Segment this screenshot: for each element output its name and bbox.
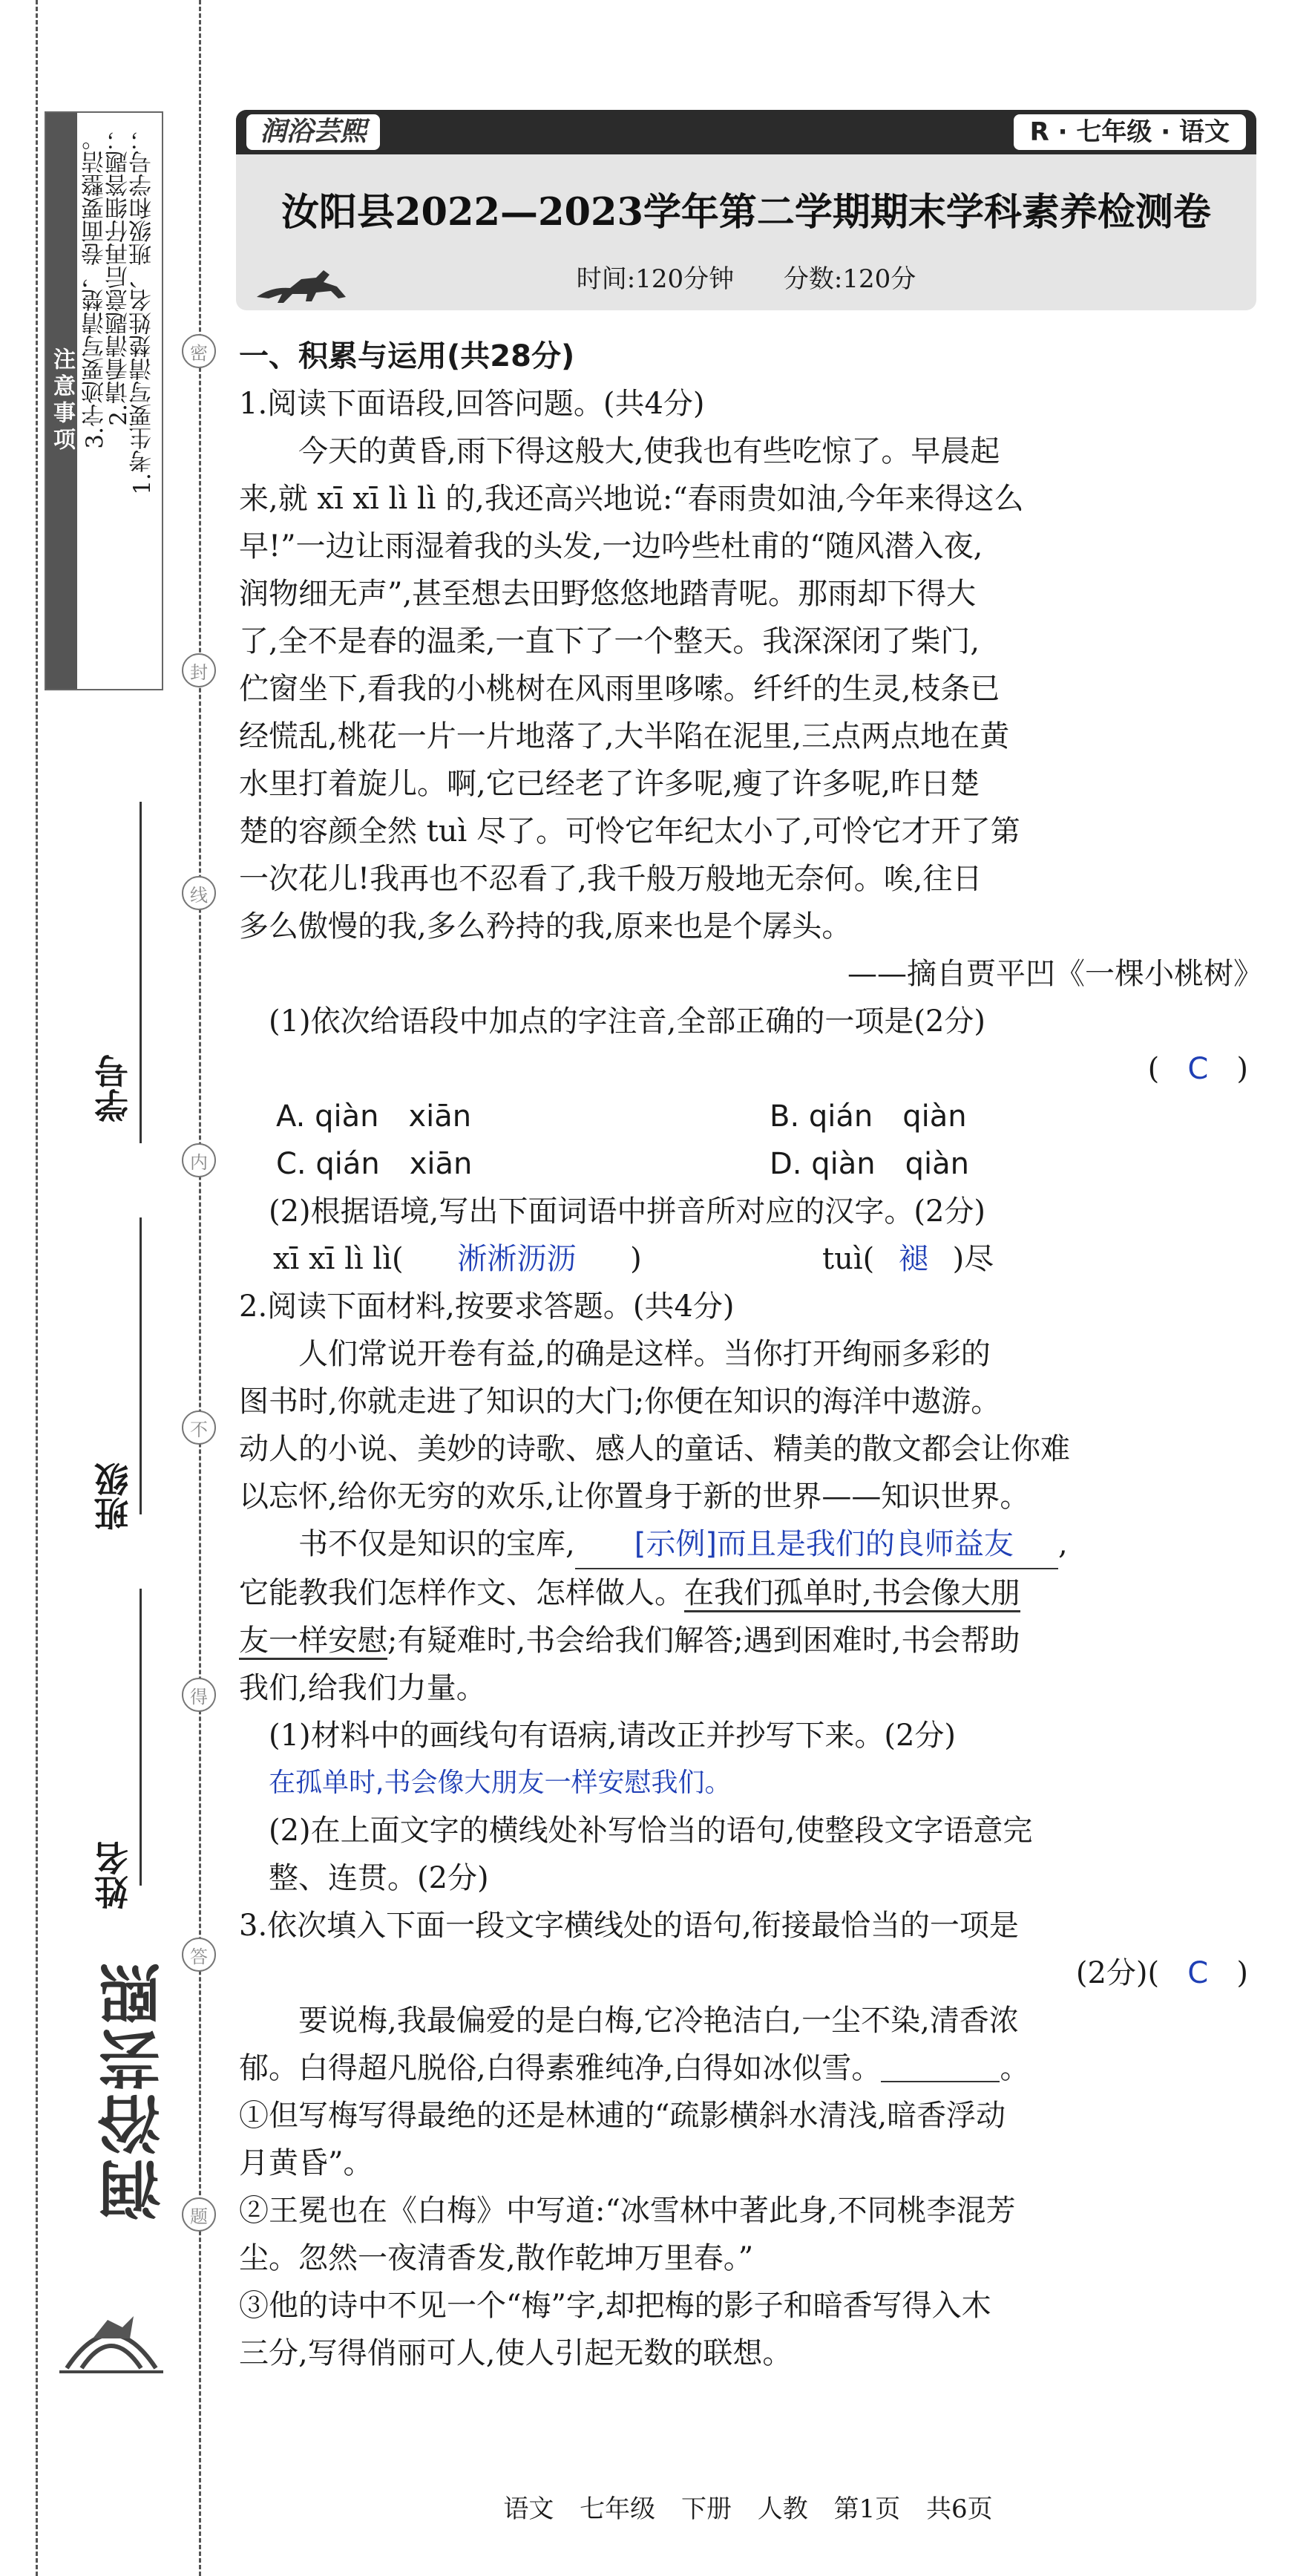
footer-grade: 七年级 <box>580 2494 656 2524</box>
passage-line: 今天的黄昏,雨下得这般大,使我也有些吃惊了。早晨起 <box>298 434 1000 468</box>
name-line <box>140 1589 142 1886</box>
fill-in-answer: [示例]而且是我们的良师益友 <box>575 1520 1058 1569</box>
passage-line: 以忘怀,给你无穷的欢乐,让你置身于新的世界——知识世界。 <box>239 1480 1030 1514</box>
seal-char: 封 <box>182 653 216 687</box>
edition-label: R · 七年级 · 语文 <box>1014 114 1246 150</box>
notes-box <box>45 111 163 690</box>
pinyin-answer-1: 淅淅沥沥 <box>457 1242 577 1276</box>
passage-text: 。 <box>1000 2051 1030 2085</box>
class-line <box>140 1217 142 1514</box>
item-line: ②王冕也在《白梅》中写道:“冰雪林中著此身,不同桃李混芳 <box>239 2194 1016 2228</box>
question-1-sub1: (1)依次给语段中加点的字注音,全部正确的一项是(2分) <box>269 1004 986 1039</box>
passage-line: 一次花儿!我再也不忍看了,我千般万般地无奈何。唉,往日 <box>239 862 983 896</box>
passage-line: 经慌乱,桃花一片一片地落了,大半陷在泥里,三点两点地在黄 <box>239 719 1010 753</box>
pinyin-close-1: ) <box>630 1242 642 1276</box>
passage-line: 伫窗坐下,看我的小桃树在风雨里哆嗦。纤纤的生灵,枝条已 <box>239 672 1000 706</box>
note-line-2: 2.请看清题意后再仔细答题； <box>105 128 132 426</box>
passage-line-underlined <box>239 1569 1263 1617</box>
footer-total: 共6页 <box>926 2494 993 2524</box>
options-row-2 <box>239 1140 1263 1188</box>
passage-text: 书不仅是知识的宝库, <box>298 1527 575 1561</box>
passage-line-blank <box>239 2044 1263 2092</box>
question-2-sub1: (1)材料中的画线句有语病,请改正并抄写下来。(2分) <box>269 1719 957 1753</box>
brand-vertical: 润浴芸熙 <box>98 1960 171 2221</box>
page-footer <box>236 2488 1260 2525</box>
note-line-1: 1.考生要写清楚姓名、班级和学号； <box>129 128 156 495</box>
question-3-score: (2分)( <box>1075 1956 1160 1990</box>
seal-char: 答 <box>182 1938 216 1972</box>
question-2-head: 2.阅读下面材料,按要求答题。(共4分) <box>239 1289 735 1324</box>
note-line-3: 3.字迹要写清楚，卷面要整洁。 <box>82 128 108 449</box>
pinyin-item-2 <box>822 1235 994 1283</box>
passage-line: 来,就 xī xī lì lì 的,我还高兴地说:“春雨贵如油,今年来得这么 <box>239 482 1024 516</box>
question-2-sub2: (2)在上面文字的横线处补写恰当的语句,使整段文字语意完 <box>269 1814 1033 1848</box>
pinyin-answer-2: 褪 <box>898 1242 928 1276</box>
footer-subject: 语文 <box>503 2494 554 2524</box>
question-1-passage <box>239 428 1263 950</box>
passage-line: 动人的小说、美妙的诗歌、感人的童话、精美的散文都会让你难 <box>239 1432 1070 1466</box>
student-id-line <box>140 802 142 1143</box>
question-1-head: 1.阅读下面语段,回答问题。(共4分) <box>239 387 705 421</box>
pinyin-label-2: tuì( <box>822 1242 875 1276</box>
section-title: 一、积累与运用(共28分) <box>239 339 575 373</box>
item-line: 尘。忽然一夜清香发,散作乾坤万里春。” <box>239 2241 754 2275</box>
passage-text: 它能教我们怎样作文、怎样做人。 <box>239 1576 684 1610</box>
option-a: A. qiàn xiān <box>276 1099 472 1134</box>
question-3-passage <box>239 1997 1263 2377</box>
seal-char: 得 <box>182 1678 216 1712</box>
passage-line: 我们,给我们力量。 <box>239 1671 486 1705</box>
exam-content <box>239 333 1263 2377</box>
question-2-sub2-cont: 整、连贯。(2分) <box>269 1861 489 1895</box>
options-row-1 <box>239 1093 1263 1140</box>
binding-strip <box>0 0 223 2576</box>
passage-text: 郁。白得超凡脱俗,白得素雅纯净,白得如冰似雪。 <box>239 2051 882 2085</box>
answer-choice: C <box>1187 1956 1209 1990</box>
pinyin-item-1 <box>273 1235 822 1283</box>
footer-publisher: 人教 <box>757 2494 808 2524</box>
answer-choice: C <box>1187 1052 1209 1086</box>
seal-char: 题 <box>182 2197 216 2232</box>
seal-char: 内 <box>182 1143 216 1177</box>
item-line: ③他的诗中不见一个“梅”字,却把梅的影子和暗香写得入木 <box>239 2289 991 2323</box>
question-2-sub1-answer: 在孤单时,书会像大朋友一样安慰我们。 <box>269 1768 732 1798</box>
passage-line-blank <box>239 1520 1263 1569</box>
pinyin-answer-row <box>239 1235 1263 1283</box>
question-1-sub2: (2)根据语境,写出下面词语中拼音所对应的汉字。(2分) <box>269 1194 986 1229</box>
item-line: 月黄昏”。 <box>239 2146 373 2180</box>
brand-logo-icon <box>52 2286 171 2383</box>
pinyin-close-2: )尽 <box>952 1242 994 1276</box>
item-line: ①但写梅写得最绝的还是林逋的“疏影横斜水清浅,暗香浮动 <box>239 2099 1006 2133</box>
question-3-head: 3.依次填入下面一段文字横线处的语句,衔接最恰当的一项是 <box>239 1909 1019 1943</box>
passage-source: ——摘自贾平凹《一棵小桃树》 <box>847 957 1263 991</box>
item-line: 三分,写得俏丽可人,使人引起无数的联想。 <box>239 2336 793 2370</box>
binding-dashed-line-inner <box>199 0 201 2576</box>
passage-line: 人们常说开卷有益,的确是这样。当你打开绚丽多彩的 <box>298 1337 991 1371</box>
seal-char: 线 <box>182 876 216 910</box>
name-label: 姓名 <box>94 1841 134 1909</box>
passage-line: 润物细无声”,甚至想去田野悠悠地踏青呢。那雨却下得大 <box>239 577 977 611</box>
exam-info <box>236 258 1256 295</box>
passage-text: , <box>1057 1527 1068 1561</box>
seal-char: 不 <box>182 1410 216 1445</box>
question-2-passage <box>239 1330 1263 1712</box>
exam-header <box>236 110 1256 310</box>
pinyin-label-1: xī xī lì lì( <box>273 1242 404 1276</box>
option-b: B. qián qiàn <box>770 1099 967 1134</box>
passage-line: 多么傲慢的我,多么矜持的我,原来也是个孱头。 <box>239 909 852 944</box>
footer-page: 第1页 <box>833 2494 901 2524</box>
underlined-sentence: 友一样安慰 <box>239 1624 387 1660</box>
footer-volume: 下册 <box>680 2494 732 2524</box>
question-3-answer-box <box>239 1949 1263 1997</box>
question-1-sub1-answer-box: ( C ) <box>1147 1052 1248 1086</box>
student-id-label: 学号 <box>94 1054 134 1122</box>
option-d: D. qiàn qiàn <box>770 1147 969 1181</box>
passage-line: 了,全不是春的温柔,一直下了一个整天。我深深闭了柴门, <box>239 624 980 658</box>
passage-line: 要说梅,我最偏爱的是白梅,它冷艳洁白,一尘不染,清香浓 <box>298 2004 1019 2038</box>
passage-text: ;有疑难时,书会给我们解答;遇到困难时,书会帮助 <box>387 1624 1020 1658</box>
binding-dashed-line-outer <box>36 0 38 2576</box>
passage-line-underlined <box>239 1617 1263 1664</box>
passage-line: 楚的容颜全然 tuì 尽了。可怜它年纪太小了,可怜它才开了第 <box>239 814 1020 849</box>
option-c: C. qián xiān <box>276 1147 473 1181</box>
seal-char: 密 <box>182 334 216 368</box>
underlined-sentence: 在我们孤单时,书会像大朋 <box>684 1576 1020 1612</box>
passage-line: 水里打着旋儿。啊,它已经老了许多呢,瘦了许多呢,昨日楚 <box>239 767 980 801</box>
question-3-close: ) <box>1236 1956 1248 1990</box>
exam-score: 分数:120分 <box>783 264 916 294</box>
class-label: 班级 <box>94 1462 134 1531</box>
passage-line: 图书时,你就走进了知识的大门;你便在知识的海洋中遨游。 <box>239 1385 1001 1419</box>
exam-time: 时间:120分钟 <box>576 264 735 294</box>
notes-label: 注意事项 <box>46 113 77 689</box>
exam-title: 汝阳县2022—2023学年第二学期期末学科素养检测卷 <box>281 190 1211 235</box>
passage-line: 早!”一边让雨湿着我的头发,一边吟些杜甫的“随风潜入夜, <box>239 529 983 563</box>
brand-name: 润浴芸熙 <box>246 114 380 150</box>
fill-in-blank <box>881 2050 1000 2082</box>
